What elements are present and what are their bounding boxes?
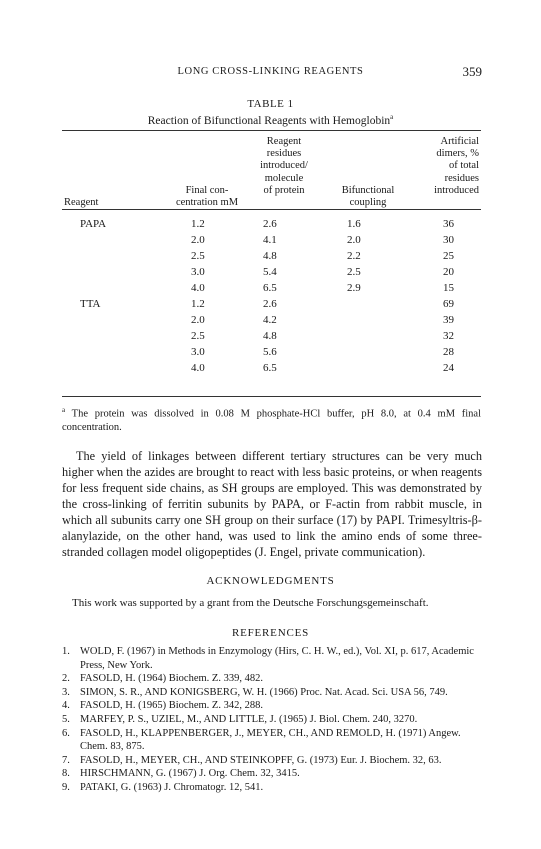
reference-number: 7.: [62, 754, 70, 766]
reference-item: [62, 727, 482, 754]
header-coupling: [328, 185, 408, 209]
reference-number: 5.: [62, 713, 70, 725]
table-cell: 4.0: [191, 282, 205, 294]
reference-item: [62, 767, 482, 781]
table-cell: 2.0: [191, 314, 205, 326]
running-head: [0, 66, 541, 80]
table-cell: 4.0: [191, 362, 205, 374]
reference-text: WOLD, F. (1967) in Methods in Enzymology (Hirs, C. H. W., ed.), Vol. XI, p. 617, Academic Press, New York.: [80, 646, 474, 671]
table-cell: 24: [443, 362, 454, 374]
reference-number: 6.: [62, 727, 70, 739]
table-cell: 30: [443, 234, 454, 246]
table-cell: 2.2: [347, 250, 361, 262]
table-caption: [0, 113, 541, 127]
reagent-name: TTA: [80, 298, 101, 310]
reference-item: [62, 699, 482, 713]
footnote-text: The protein was dissolved in 0.08 M phosphate-HCl buffer, pH 8.0, at 0.4 mM final concentration.: [62, 408, 482, 433]
table-cell: 25: [443, 250, 454, 262]
references-list: [62, 645, 482, 795]
reference-item: [62, 781, 482, 795]
reference-item: [62, 754, 482, 768]
footnote-mark: a: [62, 406, 66, 414]
header-residues-line: of protein: [263, 184, 305, 196]
table-cell: 2.6: [263, 298, 277, 310]
reagent-name: PAPA: [80, 218, 107, 230]
body-paragraph: The yield of linkages between different tertiary structures can be very much higher when the azides are brought to react with less basic proteins, or when reagents for less frequent side chains, as SH groups are employed. This was demonstrated by the cross-linking of ferritin subunits by PAPA, or F-actin from rabbit muscle, in which all subunits carry one SH group on their surface (17) by PAPI. Trimesyltris-β-alanylazide, on the other hand, was used to link the amino ends of some three-stranded collagen model oligopeptides (J. Engel, private communication).: [62, 449, 482, 559]
reference-item: [62, 672, 482, 686]
header-residues-line: residues: [266, 148, 302, 160]
table-cell: 2.0: [347, 234, 361, 246]
table-cell: 28: [443, 346, 454, 358]
reference-item: [62, 645, 482, 672]
table-cell: 2.5: [347, 266, 361, 278]
table-cell: 3.0: [191, 346, 205, 358]
table-top-rule: [62, 130, 481, 131]
reference-number: 9.: [62, 781, 70, 793]
header-dimers: [401, 136, 479, 197]
reference-number: 4.: [62, 700, 70, 712]
reference-number: 3.: [62, 686, 70, 698]
reference-item: [62, 686, 482, 700]
table-cell: 6.5: [263, 362, 277, 374]
header-dimers-line: introduced: [434, 184, 479, 196]
reference-item: [62, 713, 482, 727]
table-cell: 4.1: [263, 234, 277, 246]
table-cell: 2.5: [191, 250, 205, 262]
page-number: 359: [462, 64, 482, 79]
table-cell: 15: [443, 282, 454, 294]
header-reagent: Reagent: [64, 197, 99, 208]
header-concentration-line: centration mM: [175, 197, 239, 209]
header-coupling-line: coupling: [349, 197, 387, 209]
header-residues-line: introduced/: [260, 160, 308, 172]
table-bottom-rule: [62, 396, 481, 397]
acknowledgments-text: This work was supported by a grant from the Deutsche Forschungsgemeinschaft.: [72, 597, 429, 609]
table-cell: 39: [443, 314, 454, 326]
table-cell: 36: [443, 218, 454, 230]
table-cell: 3.0: [191, 266, 205, 278]
table-header-rule: [62, 209, 481, 210]
reference-text: FASOLD, H., KLAPPENBERGER, J., MEYER, CH., AND REMOLD, H. (1971) Angew. Chem. 83, 875.: [80, 727, 461, 753]
running-title: LONG CROSS-LINKING REAGENTS: [177, 66, 364, 77]
table-cell: 1.2: [191, 218, 205, 230]
table-cell: 2.5: [191, 330, 205, 342]
header-dimers-line: Artificial: [440, 136, 479, 147]
table-cell: 20: [443, 266, 454, 278]
reference-text: FASOLD, H. (1965) Biochem. Z. 342, 288.: [80, 700, 263, 712]
table-cell: 2.0: [191, 234, 205, 246]
reference-number: 1.: [62, 646, 70, 657]
header-concentration: [172, 185, 242, 209]
table-cell: 2.9: [347, 282, 361, 294]
reference-text: FASOLD, H. (1964) Biochem. Z. 339, 482.: [80, 673, 263, 685]
table-cell: 4.8: [263, 250, 277, 262]
table-cell: 32: [443, 330, 454, 342]
reference-text: PATAKI, G. (1963) J. Chromatogr. 12, 541.: [80, 781, 264, 793]
table-cell: 4.2: [263, 314, 277, 326]
reference-text: SIMON, S. R., AND KONIGSBERG, W. H. (1966) Proc. Nat. Acad. Sci. USA 56, 749.: [80, 686, 448, 698]
header-dimers-line: residues: [444, 172, 479, 184]
references-heading: REFERENCES: [231, 627, 310, 639]
reference-number: 2.: [62, 673, 70, 685]
table-cell: 5.6: [263, 346, 277, 358]
reference-number: 8.: [62, 768, 70, 780]
header-residues-line: molecule: [264, 172, 304, 184]
table-cell: 5.4: [263, 266, 277, 278]
header-residues: [244, 136, 324, 197]
table-cell: 2.6: [263, 218, 277, 230]
table-label: TABLE 1: [247, 98, 294, 110]
reference-text: MARFEY, P. S., UZIEL, M., AND LITTLE, J. (1965) J. Biol. Chem. 240, 3270.: [80, 713, 418, 725]
header-concentration-line: Final con-: [185, 185, 229, 196]
acknowledgments-heading: ACKNOWLEDGMENTS: [206, 575, 335, 587]
header-dimers-line: dimers, %: [436, 148, 479, 160]
table-cell: 6.5: [263, 282, 277, 294]
table-caption-footnote-mark: a: [390, 113, 394, 121]
table-cell: 1.2: [191, 298, 205, 310]
header-dimers-line: of total: [448, 160, 479, 172]
table-cell: 69: [443, 298, 454, 310]
header-residues-line: Reagent: [266, 136, 302, 147]
reference-text: HIRSCHMANN, G. (1967) J. Org. Chem. 32, 3415.: [80, 768, 300, 780]
table-cell: 1.6: [347, 218, 361, 230]
table-caption-text: Reaction of Bifunctional Reagents with Hemoglobin: [147, 114, 391, 127]
table-cell: 4.8: [263, 330, 277, 342]
table-footnote: [62, 404, 481, 434]
header-coupling-line: Bifunctional: [341, 185, 395, 196]
reference-text: FASOLD, H., MEYER, CH., AND STEINKOPFF, G. (1973) Eur. J. Biochem. 32, 63.: [80, 754, 442, 766]
